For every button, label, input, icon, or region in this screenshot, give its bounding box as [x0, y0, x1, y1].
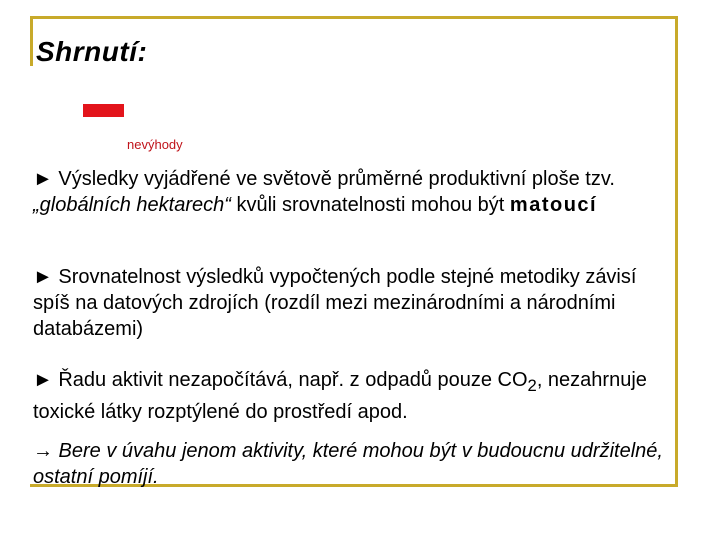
frame-top-line — [30, 16, 678, 19]
bullet-paragraph-1 — [33, 166, 663, 218]
bullet-paragraph-3 — [33, 367, 663, 425]
conclusion-text: → Bere v úvahu jenom aktivity, které mohou být v budoucnu udržitelné, ostatní pomíjí. — [33, 440, 663, 488]
p1-text-mid: kvůli srovnatelnosti mohou být — [230, 194, 510, 216]
p1-text-start: Výsledky vyjádřené ve světově průměrné produktivní ploše tzv. — [58, 168, 615, 190]
bullet-marker-icon: ► — [33, 168, 53, 190]
minus-sign-icon — [83, 104, 124, 117]
p3-text-end: , nezahrnuje toxické látky rozptýlené do prostředí apod. — [33, 369, 647, 423]
frame-right-line — [675, 16, 678, 486]
bullet-marker-icon: ► — [33, 369, 53, 391]
bullet-paragraph-2 — [33, 264, 663, 342]
p2-text: Srovnatelnost výsledků vypočtených podle stejné metodiky závisí spíš na datových zdrojích (rozdíl mezi mezinárodními a národními databázemi) — [33, 266, 637, 340]
frame-left-line — [30, 16, 33, 66]
p3-subscript: 2 — [527, 376, 537, 395]
slide-title: Shrnutí: — [36, 36, 148, 67]
bullet-marker-icon: ► — [33, 266, 53, 288]
p1-italic-term: „globálních hektarech“ — [33, 194, 231, 216]
cons-label: nevýhody — [127, 137, 183, 152]
p3-text-start: Řadu aktivit nezapočítává, např. z odpadů pouze CO — [58, 369, 528, 391]
p1-emphasis: matoucí — [509, 194, 598, 216]
